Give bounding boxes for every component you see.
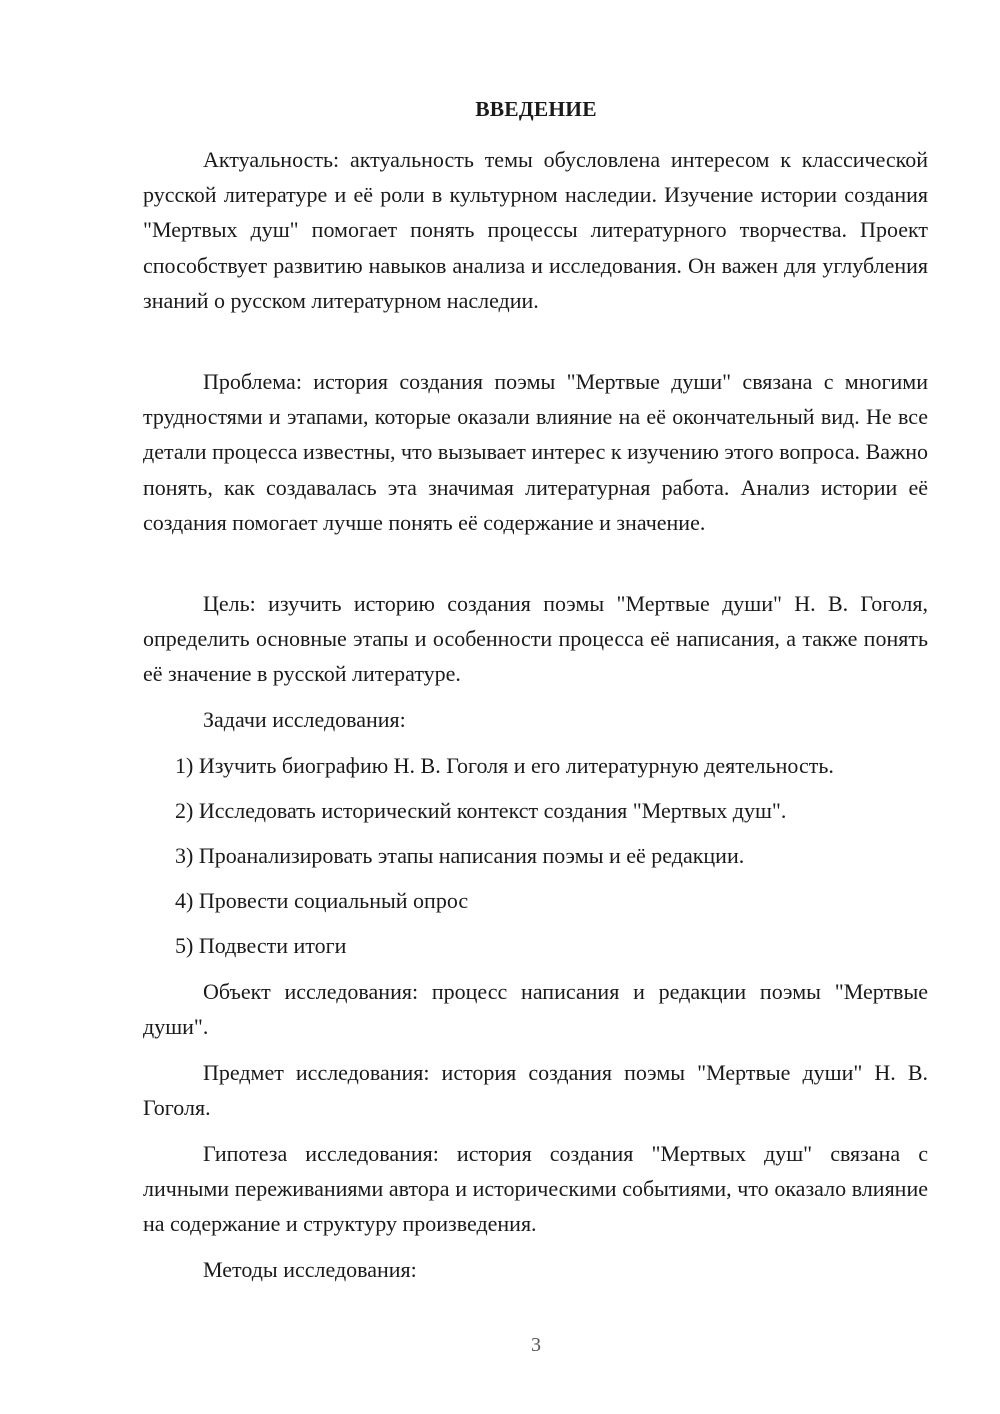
paragraph-goal: Цель: изучить историю создания поэмы "Мертвые души" Н. В. Гоголя, определить основные этапы и особенности процесса её написания, а также понять её значение в русской литературе. bbox=[143, 591, 928, 687]
task-item-4: 4) Провести социальный опрос bbox=[175, 888, 469, 913]
paragraph-hypothesis: Гипотеза исследования: история создания "Мертвых душ" связана с личными переживаниями автора и историческими событиями, что оказало влияние на содержание и структуру произведения. bbox=[143, 1141, 928, 1237]
paragraph-object: Объект исследования: процесс написания и редакции поэмы "Мертвые души". bbox=[143, 979, 928, 1040]
task-item-2: 2) Исследовать исторический контекст создания "Мертвых душ". bbox=[175, 798, 787, 823]
paragraph-actuality: Актуальность: актуальность темы обусловлена интересом к классической русской литературе и её роли в культурном наследии. Изучение истории создания "Мертвых душ" помогает понять процессы литературного творчества. Проект способствует развитию навыков анализа и исследования. Он важен для углубления знаний о русском литературном наследии. bbox=[143, 147, 928, 313]
methods-heading: Методы исследования: bbox=[203, 1257, 417, 1282]
tasks-heading: Задачи исследования: bbox=[203, 707, 406, 732]
task-item-5: 5) Подвести итоги bbox=[175, 933, 347, 958]
task-item-1: 1) Изучить биографию Н. В. Гоголя и его литературную деятельность. bbox=[175, 753, 834, 778]
paragraph-subject: Предмет исследования: история создания поэмы "Мертвые души" Н. В. Гоголя. bbox=[143, 1060, 928, 1121]
section-title: ВВЕДЕНИЕ bbox=[475, 97, 597, 121]
task-item-3: 3) Проанализировать этапы написания поэмы и её редакции. bbox=[175, 843, 745, 868]
paragraph-problem: Проблема: история создания поэмы "Мертвые души" связана с многими трудностями и этапами, которые оказали влияние на её окончательный вид. Не все детали процесса известны, что вызывает интерес к изучению этого вопроса. Важно понять, как создавалась эта значимая литературная работа. Анализ истории её создания помогает лучше понять её содержание и значение. bbox=[143, 369, 928, 535]
page-number: 3 bbox=[531, 1334, 541, 1356]
